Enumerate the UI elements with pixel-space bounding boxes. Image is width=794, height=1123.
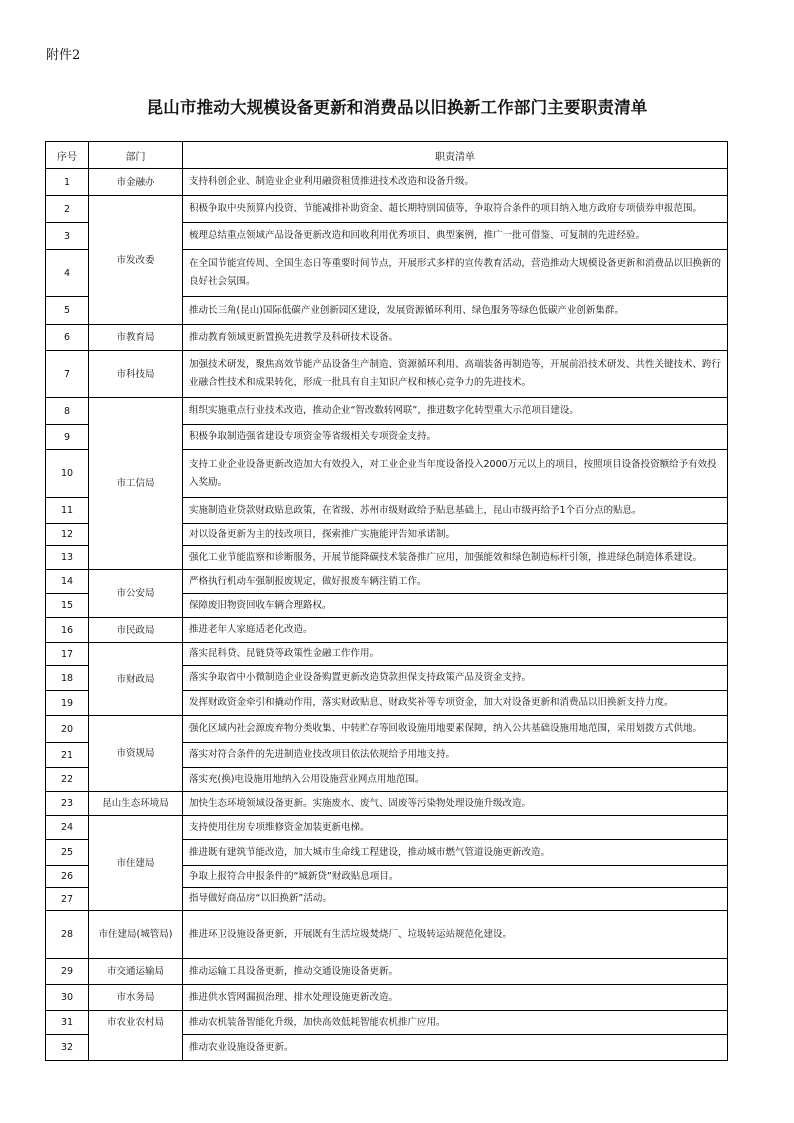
table-row <box>46 325 728 351</box>
row-number: 19 <box>46 691 89 716</box>
row-number: 28 <box>46 911 89 959</box>
duty-text: 实施制造业贷款财政贴息政策，在省级、苏州市级财政给予贴息基础上，昆山市级再给予1个百分点的贴息。 <box>183 498 728 524</box>
duty-text: 发挥财政资金牵引和撬动作用，落实财政贴息、财政奖补等专项资金，加大对设备更新和消费品以旧换新支持力度。 <box>183 691 728 716</box>
table-row <box>46 716 728 743</box>
duty-text: 推进环卫设施设备更新，开展既有生活垃圾焚烧厂、垃圾转运站规范化建设。 <box>183 911 728 959</box>
header-duties: 职责清单 <box>183 142 728 169</box>
duty-text: 对以设备更新为主的技改项目，探索推广实施能评告知承诺制。 <box>183 524 728 546</box>
duty-text: 梳理总结重点领域产品设备更新改造和回收利用优秀项目、典型案例，推广一批可借鉴、可复制的先进经验。 <box>183 223 728 250</box>
row-number: 9 <box>46 425 89 450</box>
table-row <box>46 398 728 425</box>
department-name: 市住建局(城管局) <box>89 911 183 959</box>
duty-text: 组织实施重点行业技术改造，推动企业“智改数转网联”，推进数字化转型重大示范项目建设。 <box>183 398 728 425</box>
duty-text: 严格执行机动车强制报废规定，做好报废车辆注销工作。 <box>183 570 728 594</box>
duty-text: 争取上报符合申报条件的“城新贷”财政贴息项目。 <box>183 866 728 888</box>
department-name: 市科技局 <box>89 351 183 398</box>
duty-text: 推进老年人家庭适老化改造。 <box>183 618 728 643</box>
row-number: 23 <box>46 792 89 816</box>
row-number: 17 <box>46 643 89 666</box>
department-name: 市金融办 <box>89 169 183 196</box>
row-number: 8 <box>46 398 89 425</box>
department-name: 市水务局 <box>89 985 183 1011</box>
row-number: 25 <box>46 840 89 866</box>
row-number: 13 <box>46 546 89 570</box>
row-number: 21 <box>46 743 89 768</box>
row-number: 14 <box>46 570 89 594</box>
row-number: 6 <box>46 325 89 351</box>
row-number: 27 <box>46 888 89 911</box>
duty-text: 积极争取中央预算内投资、节能减排补助资金、超长期特别国债等，争取符合条件的项目纳入地方政府专项债券申报范围。 <box>183 196 728 223</box>
row-number: 32 <box>46 1035 89 1061</box>
duty-text: 落实争取省中小微制造企业设备购置更新改造贷款担保支持政策产品及资金支持。 <box>183 666 728 691</box>
duty-text: 指导做好商品房“以旧换新”活动。 <box>183 888 728 911</box>
duty-text: 推动运输工具设备更新，推动交通设施设备更新。 <box>183 959 728 985</box>
table-row <box>46 618 728 643</box>
table-row <box>46 959 728 985</box>
department-name: 市公安局 <box>89 570 183 618</box>
row-number: 4 <box>46 250 89 297</box>
row-number: 20 <box>46 716 89 743</box>
duty-text: 落实对符合条件的先进制造业技改项目依法依规给予用地支持。 <box>183 743 728 768</box>
duty-text: 推进既有建筑节能改造，加大城市生命线工程建设，推动城市燃气管道设施更新改造。 <box>183 840 728 866</box>
row-number: 10 <box>46 450 89 498</box>
row-number: 12 <box>46 524 89 546</box>
department-name: 昆山生态环境局 <box>89 792 183 816</box>
table-row <box>46 911 728 959</box>
duty-text: 支持工业企业设备更新改造加大有效投入，对工业企业当年度设备投入2000万元以上的项目，按照项目设备投资额给予有效投入奖励。 <box>183 450 728 498</box>
duty-text: 在全国节能宣传周、全国生态日等重要时间节点，开展形式多样的宣传教育活动，营造推动大规模设备更新和消费品以旧换新的良好社会氛围。 <box>183 250 728 297</box>
duty-text: 推动农业设施设备更新。 <box>183 1035 728 1061</box>
table-row <box>46 570 728 594</box>
row-number: 30 <box>46 985 89 1011</box>
duty-text: 支持使用住房专项维修资金加装更新电梯。 <box>183 816 728 840</box>
duty-text: 推进供水管网漏损治理、排水处理设施更新改造。 <box>183 985 728 1011</box>
table-row <box>46 643 728 666</box>
duty-text: 推动长三角(昆山)国际低碳产业创新园区建设，发展资源循环利用、绿色服务等绿色低碳产业创新集群。 <box>183 297 728 325</box>
table-row <box>46 985 728 1011</box>
duty-text: 强化工业节能监察和诊断服务，开展节能降碳技术装备推广应用，加强能效和绿色制造标杆引领，推进绿色制造体系建设。 <box>183 546 728 570</box>
duty-text: 支持科创企业、制造业企业利用融资租赁推进技术改造和设备升级。 <box>183 169 728 196</box>
row-number: 16 <box>46 618 89 643</box>
row-number: 2 <box>46 196 89 223</box>
attachment-label: 附件2 <box>46 48 81 63</box>
table-row <box>46 816 728 840</box>
duty-text: 积极争取制造强省建设专项资金等省级相关专项资金支持。 <box>183 425 728 450</box>
row-number: 1 <box>46 169 89 196</box>
table-row <box>46 169 728 196</box>
row-number: 15 <box>46 594 89 618</box>
department-name: 市教育局 <box>89 325 183 351</box>
duty-text: 加快生态环境领域设备更新。实施废水、废气、固废等污染物处理设施升级改造。 <box>183 792 728 816</box>
table-row <box>46 792 728 816</box>
table-header-row <box>46 142 728 169</box>
department-name: 市住建局 <box>89 816 183 911</box>
row-number: 26 <box>46 866 89 888</box>
row-number: 7 <box>46 351 89 398</box>
department-name: 市财政局 <box>89 643 183 716</box>
duty-text: 强化区域内社会源废弃物分类收集、中转贮存等回收设施用地要素保障，纳入公共基础设施用地范围，采用划拨方式供地。 <box>183 716 728 743</box>
table-row <box>46 1011 728 1035</box>
duty-text: 推动教育领域更新置换先进教学及科研技术设备。 <box>183 325 728 351</box>
duty-text: 推动农机装备智能化升级，加快高效低耗智能农机推广应用。 <box>183 1011 728 1035</box>
department-name: 市农业农村局 <box>89 1011 183 1061</box>
table-row <box>46 196 728 223</box>
duty-text: 落实昆科贷、昆链贷等政策性金融工作作用。 <box>183 643 728 666</box>
duty-text: 加强技术研发，聚焦高效节能产品设备生产制造、资源循环利用、高端装备再制造等，开展前沿技术研发、共性关键技术、跨行业融合性技术和成果转化，形成一批具有自主知识产权和核心竞争力的先进技术。 <box>183 351 728 398</box>
header-dept: 部门 <box>89 142 183 169</box>
row-number: 29 <box>46 959 89 985</box>
department-name: 市工信局 <box>89 398 183 570</box>
duties-table <box>45 141 728 1061</box>
duty-text: 保障废旧物资回收车辆合理路权。 <box>183 594 728 618</box>
row-number: 18 <box>46 666 89 691</box>
department-name: 市资规局 <box>89 716 183 792</box>
row-number: 22 <box>46 768 89 792</box>
department-name: 市发改委 <box>89 196 183 325</box>
row-number: 5 <box>46 297 89 325</box>
table-row <box>46 351 728 398</box>
row-number: 3 <box>46 223 89 250</box>
duty-text: 落实充(换)电设施用地纳入公用设施营业网点用地范围。 <box>183 768 728 792</box>
row-number: 31 <box>46 1011 89 1035</box>
header-no: 序号 <box>46 142 89 169</box>
department-name: 市民政局 <box>89 618 183 643</box>
document-title: 昆山市推动大规模设备更新和消费品以旧换新工作部门主要职责清单 <box>146 98 648 117</box>
row-number: 24 <box>46 816 89 840</box>
row-number: 11 <box>46 498 89 524</box>
department-name: 市交通运输局 <box>89 959 183 985</box>
